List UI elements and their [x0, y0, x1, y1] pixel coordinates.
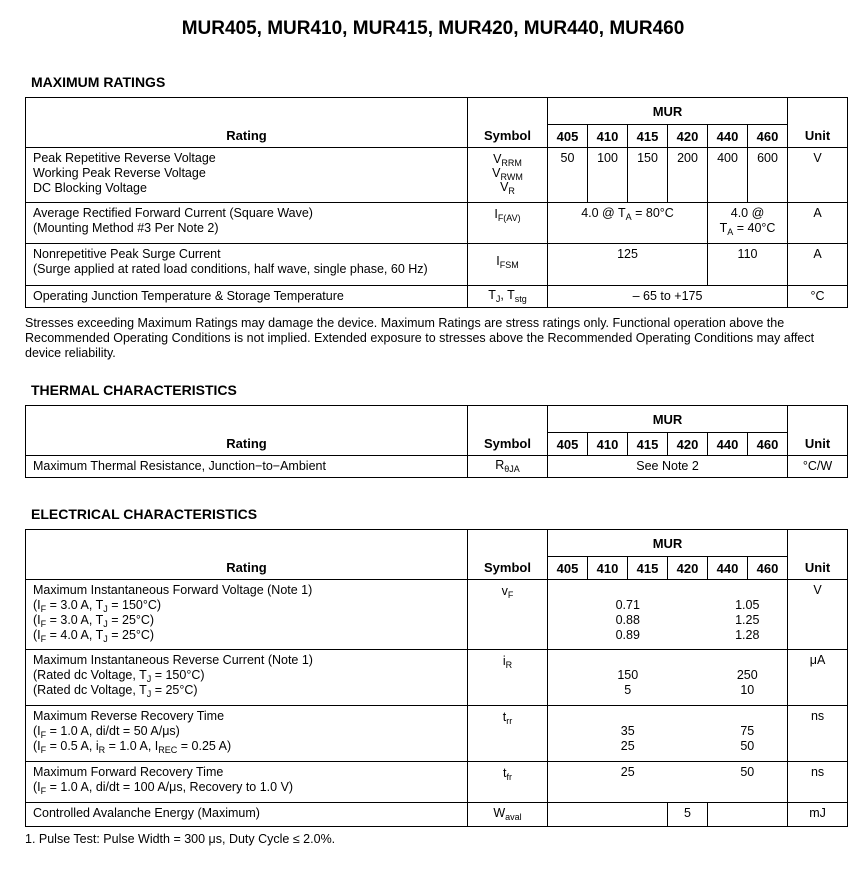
- maximum-ratings-table: [25, 97, 848, 308]
- value-cell: 0.71 0.88 0.89: [548, 580, 708, 650]
- value-cell: 100: [588, 148, 628, 203]
- symbol-cell: $W_{aval}$: [468, 803, 548, 827]
- section-heading-thermal: THERMAL CHARACTERISTICS: [31, 382, 237, 398]
- unit-cell: V: [788, 148, 848, 203]
- value-cell: 4.0 @ $T_A = 80^\circ C$: [548, 203, 708, 244]
- header-symbol: Symbol: [468, 98, 548, 148]
- value-cell: 4.0 @ $T_A = 40^\circ C$: [708, 203, 788, 244]
- value-cell: – 65 to +175: [548, 286, 788, 308]
- unit-cell: ns: [788, 762, 848, 803]
- section-heading-maximum-ratings: MAXIMUM RATINGS: [31, 74, 166, 90]
- header-col-420: 420: [668, 125, 708, 148]
- header-rating: Rating: [26, 530, 468, 580]
- header-symbol: Symbol: [468, 406, 548, 456]
- rating-cell: Controlled Avalanche Energy (Maximum): [26, 803, 468, 827]
- table-row: [26, 456, 848, 478]
- table-row: [26, 203, 848, 244]
- unit-cell: mJ: [788, 803, 848, 827]
- header-col-410: 410: [588, 557, 628, 580]
- footnote: 1. Pulse Test: Pulse Width = 300 μs, Duty Cycle ≤ 2.0%.: [25, 832, 336, 846]
- value-cell: 75 50: [708, 706, 788, 762]
- header-col-415: 415: [628, 125, 668, 148]
- symbol-cell: $V_{RRM}$ $V_{RWM}$ $V_R$: [468, 148, 548, 203]
- rating-cell: Operating Junction Temperature & Storage Temperature: [26, 286, 468, 308]
- symbol-cell: $t_{rr}$: [468, 706, 548, 762]
- rating-cell: Maximum Instantaneous Reverse Current (Note 1) (Rated dc Voltage, $T_J = 150^\circ C$) (Rated dc Voltage, $T_J = 25^\circ C$): [26, 650, 468, 706]
- value-cell: 600: [748, 148, 788, 203]
- page-title: MUR405, MUR410, MUR415, MUR420, MUR440, MUR460: [181, 18, 685, 39]
- value-cell: 35 25: [548, 706, 708, 762]
- header-col-440: 440: [708, 433, 748, 456]
- header-col-460: 460: [748, 125, 788, 148]
- value-cell: See Note 2: [548, 456, 788, 478]
- table-row: [26, 650, 848, 706]
- stress-note: Stresses exceeding Maximum Ratings may damage the device. Maximum Ratings are stress ratings only. Functional operation above the Recommended Operating Conditions is not implied. Extended exposure to stresses above the Recommended Operating Conditions may affect device reliability.: [25, 316, 815, 360]
- rating-cell: Maximum Forward Recovery Time ($I_F = 1.0$ A, di/dt = 100 A/μs, Recovery to 1.0 V): [26, 762, 468, 803]
- rating-cell: Maximum Instantaneous Forward Voltage (Note 1) ($I_F = 3.0$ A, $T_J = 150^\circ C$) ($I_F = 3.0$ A, $T_J = 25^\circ C$) ($I_F = 4.0$ A, $T_J = 25^\circ C$): [26, 580, 468, 650]
- unit-cell: ns: [788, 706, 848, 762]
- value-cell: [548, 803, 668, 827]
- value-cell: 1.05 1.25 1.28: [708, 580, 788, 650]
- rating-cell: Peak Repetitive Reverse Voltage Working Peak Reverse Voltage DC Blocking Voltage: [26, 148, 468, 203]
- section-heading-electrical: ELECTRICAL CHARACTERISTICS: [31, 506, 258, 522]
- table-row: [26, 580, 848, 650]
- table-row: [26, 148, 848, 203]
- header-mur: MUR: [548, 530, 788, 557]
- header-col-460: 460: [748, 557, 788, 580]
- header-col-405: 405: [548, 557, 588, 580]
- table-row: [26, 286, 848, 308]
- value-cell: 50: [548, 148, 588, 203]
- value-cell: 110: [708, 244, 788, 286]
- header-symbol: Symbol: [468, 530, 548, 580]
- header-col-410: 410: [588, 125, 628, 148]
- header-col-420: 420: [668, 433, 708, 456]
- header-unit: Unit: [788, 406, 848, 456]
- rating-cell: Nonrepetitive Peak Surge Current (Surge applied at rated load conditions, half wave, single phase, 60 Hz): [26, 244, 468, 286]
- table-row: [26, 706, 848, 762]
- header-col-415: 415: [628, 433, 668, 456]
- electrical-table: [25, 529, 848, 827]
- header-rating: Rating: [26, 406, 468, 456]
- header-col-460: 460: [748, 433, 788, 456]
- header-mur: MUR: [548, 406, 788, 433]
- unit-cell: A: [788, 203, 848, 244]
- value-cell: 400: [708, 148, 748, 203]
- symbol-cell: $I_{F(AV)}$: [468, 203, 548, 244]
- header-rating: Rating: [26, 98, 468, 148]
- symbol-cell: $R_{\theta JA}$: [468, 456, 548, 478]
- header-col-405: 405: [548, 433, 588, 456]
- table-row: [26, 762, 848, 803]
- value-cell: [708, 803, 788, 827]
- value-cell: 200: [668, 148, 708, 203]
- value-cell: 150 5: [548, 650, 708, 706]
- symbol-cell: $v_F$: [468, 580, 548, 650]
- symbol-cell: $I_{FSM}$: [468, 244, 548, 286]
- header-unit: Unit: [788, 530, 848, 580]
- header-col-440: 440: [708, 557, 748, 580]
- unit-cell: °C/W: [788, 456, 848, 478]
- unit-cell: μA: [788, 650, 848, 706]
- value-cell: 250 10: [708, 650, 788, 706]
- header-col-410: 410: [588, 433, 628, 456]
- header-col-415: 415: [628, 557, 668, 580]
- rating-cell: Maximum Thermal Resistance, Junction−to−Ambient: [26, 456, 468, 478]
- value-cell: 25: [548, 762, 708, 803]
- rating-cell: Maximum Reverse Recovery Time ($I_F = 1.0$ A, di/dt = 50 A/μs) ($I_F = 0.5$ A, $i_R = 1.0$ A, $I_{REC} = 0.25$ A): [26, 706, 468, 762]
- unit-cell: V: [788, 580, 848, 650]
- header-mur: MUR: [548, 98, 788, 125]
- thermal-table: [25, 405, 848, 478]
- header-unit: Unit: [788, 98, 848, 148]
- unit-cell: °C: [788, 286, 848, 308]
- header-col-405: 405: [548, 125, 588, 148]
- value-cell: 5: [668, 803, 708, 827]
- header-col-420: 420: [668, 557, 708, 580]
- unit-cell: A: [788, 244, 848, 286]
- rating-cell: Average Rectified Forward Current (Square Wave) (Mounting Method #3 Per Note 2): [26, 203, 468, 244]
- table-row: [26, 803, 848, 827]
- table-row: [26, 244, 848, 286]
- value-cell: 125: [548, 244, 708, 286]
- symbol-cell: $t_{fr}$: [468, 762, 548, 803]
- symbol-cell: $T_J$, $T_{stg}$: [468, 286, 548, 308]
- header-col-440: 440: [708, 125, 748, 148]
- value-cell: 150: [628, 148, 668, 203]
- symbol-cell: $i_R$: [468, 650, 548, 706]
- value-cell: 50: [708, 762, 788, 803]
